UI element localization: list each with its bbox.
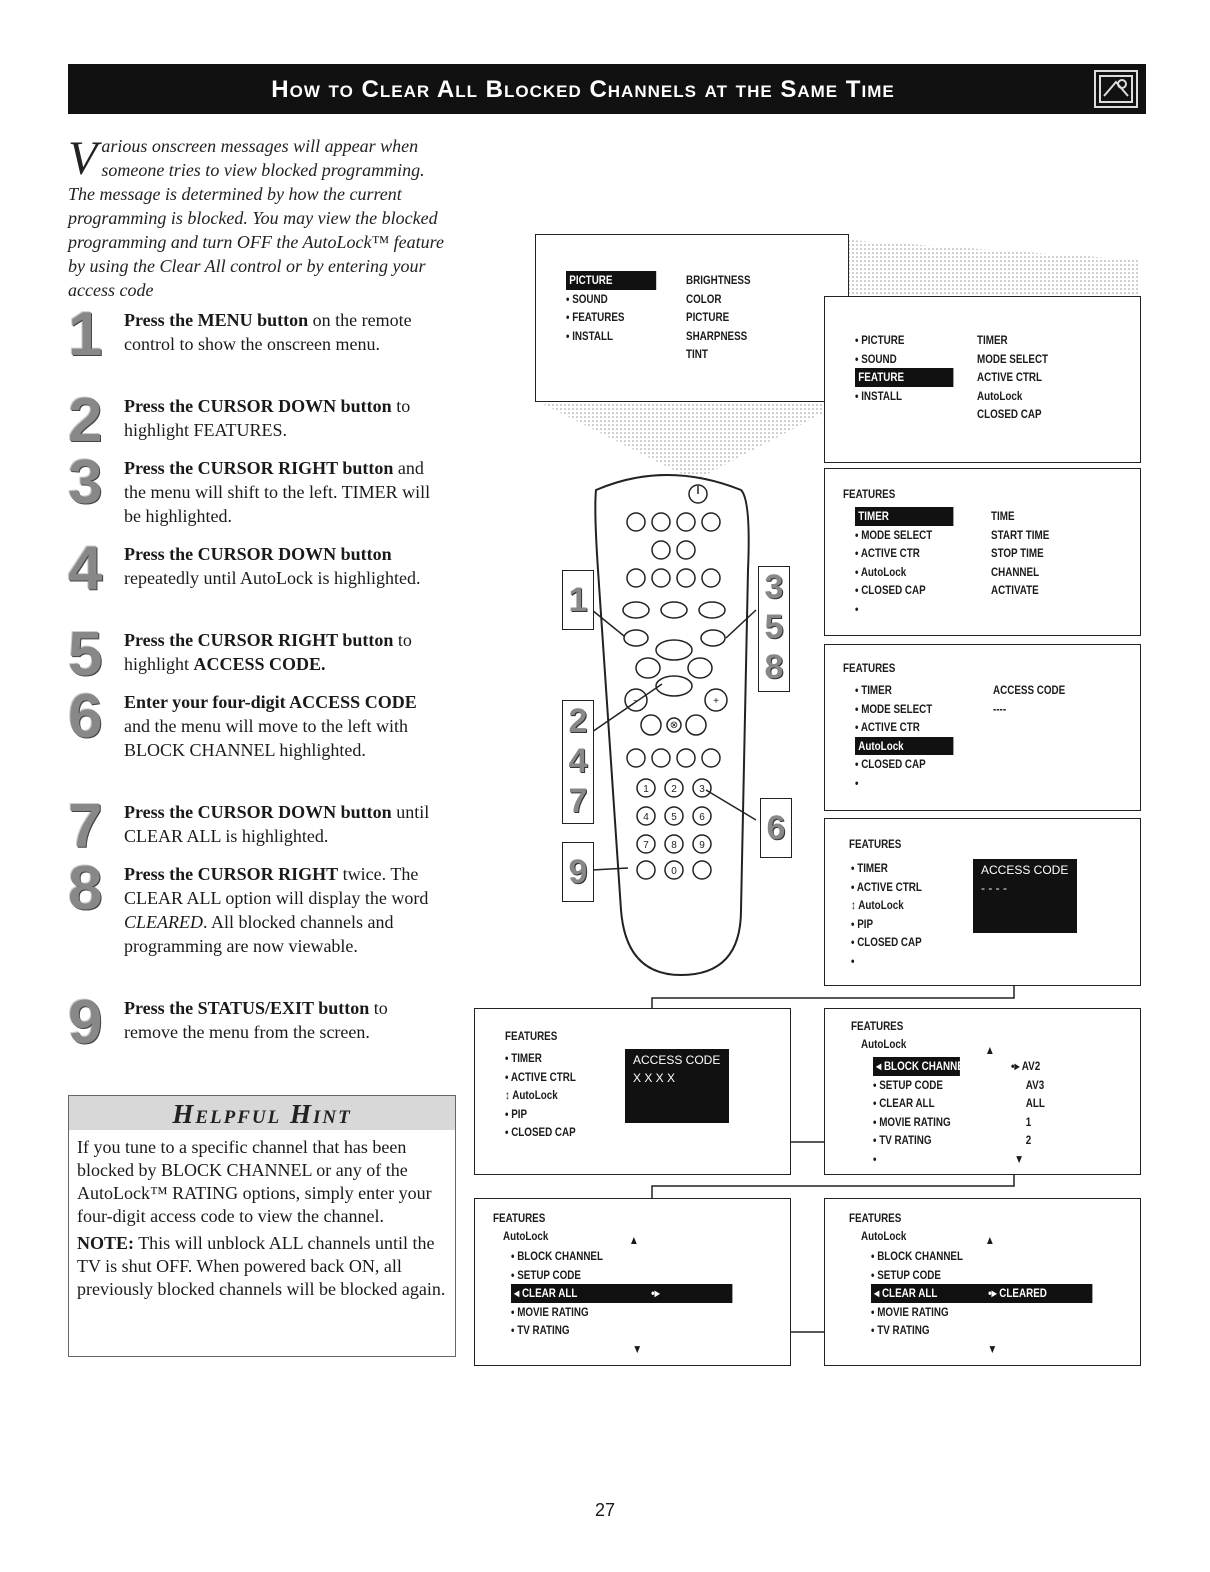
page-number: 27 <box>594 1500 616 1520</box>
menu-title: FEATURES <box>849 1211 902 1225</box>
menu-item: • SETUP CODE <box>511 1267 581 1282</box>
access-code-value: X X X X <box>633 1071 676 1085</box>
menu-screen-1 <box>535 234 849 402</box>
menu-item: • CLEAR ALL <box>873 1096 935 1110</box>
step-text: Press the CURSOR RIGHT twice. The CLEAR ALL option will display the word CLEARED. All blocked channels and programming are now viewable. <box>124 864 429 956</box>
menu-item: •▸ AV2 <box>1011 1059 1041 1073</box>
menu-item-highlighted: ◂ CLEAR ALL •▸ <box>511 1284 732 1303</box>
menu-screen-6 <box>474 1008 791 1175</box>
step-number: 7 <box>68 792 103 861</box>
menu-screen-5 <box>824 818 1141 986</box>
menu-item: 1 <box>1025 1114 1032 1129</box>
menu-title: FEATURES <box>493 1211 546 1225</box>
menu-right-column <box>977 331 1048 424</box>
menu-item-highlighted: FEATURE <box>855 368 953 387</box>
scroll-up-icon: ▲ <box>629 1233 639 1247</box>
menu-item: TINT <box>686 347 708 361</box>
menu-item: ACTIVE CTRL <box>977 370 1043 384</box>
menu-item-highlighted: AutoLock <box>855 737 953 756</box>
menu-item: • CLOSED CAP <box>855 583 926 597</box>
menu-item: ---- <box>993 701 1007 716</box>
remote-callout-6: 6 <box>760 798 792 858</box>
menu-item: MODE SELECT <box>977 351 1049 366</box>
menu-item: SHARPNESS <box>686 328 748 343</box>
menu-item: • MOVIE RATING <box>873 1114 951 1129</box>
menu-item: • TIMER <box>851 861 888 875</box>
scroll-up-icon: ▲ <box>985 1043 995 1057</box>
menu-left-column: • TIMER • MODE SELECT • ACTIVE CTR AutoLock • CLOSED CAP • <box>855 681 953 792</box>
menu-title: FEATURES <box>843 487 896 501</box>
step-text: Press the MENU button on the remote control to show the onscreen menu. <box>124 310 412 354</box>
menu-left-column: TIMER • MODE SELECT • ACTIVE CTR • AutoLock • CLOSED CAP • <box>855 507 953 618</box>
menu-right-column <box>686 271 751 364</box>
menu-item-highlighted: TIMER <box>855 507 953 526</box>
menu-item: • SETUP CODE <box>873 1077 943 1092</box>
menu-title: FEATURES <box>843 661 896 675</box>
svg-text:0: 0 <box>671 866 677 877</box>
menu-item: • MOVIE RATING <box>871 1304 949 1319</box>
menu-left-column <box>566 271 656 345</box>
menu-item-highlighted: ◂ BLOCK CHANNEL <box>873 1057 960 1076</box>
access-code-title: ACCESS CODE <box>633 1053 721 1067</box>
menu-title: FEATURES <box>849 837 902 851</box>
menu-item: • FEATURES <box>566 310 625 324</box>
menu-item: • PIP <box>505 1106 528 1121</box>
menu-item: PICTURE <box>686 310 730 324</box>
svg-text:9: 9 <box>699 840 705 851</box>
menu-item: AV3 <box>1025 1077 1045 1092</box>
menu-left-column: ◂ BLOCK CHANNEL • SETUP CODE • CLEAR ALL • MOVIE RATING • TV RATING • <box>873 1059 970 1166</box>
drop-cap: V <box>68 132 98 185</box>
remote-callout-9: 9 <box>562 842 594 902</box>
menu-item: COLOR <box>686 291 722 306</box>
svg-text:4: 4 <box>643 812 649 823</box>
remote-callout-2-4-7: 2 4 7 <box>562 700 594 824</box>
menu-item: ACCESS CODE <box>993 683 1066 697</box>
svg-text:+: + <box>713 696 719 707</box>
menu-subtitle: AutoLock <box>861 1037 907 1051</box>
menu-item: • BLOCK CHANNEL <box>511 1249 604 1263</box>
menu-item: • ACTIVE CTRL <box>505 1069 576 1084</box>
menu-item-highlighted: ◂ CLEAR ALL •▸ CLEARED <box>871 1284 1092 1303</box>
svg-text:7: 7 <box>643 840 649 851</box>
menu-item: • TIMER <box>855 683 892 697</box>
page-title: How to Clear All Blocked Channels at the Same Time <box>271 76 895 103</box>
menu-screen-7 <box>824 1008 1141 1175</box>
access-code-title: ACCESS CODE <box>981 863 1069 877</box>
scroll-down-icon: ▼ <box>1014 1151 1025 1166</box>
menu-item: 2 <box>1025 1133 1032 1147</box>
menu-item: • PIP <box>851 916 874 931</box>
step-text: Press the CURSOR RIGHT button and the menu will shift to the left. TIMER will be highlighted. <box>124 458 431 526</box>
menu-item: BRIGHTNESS <box>686 273 751 287</box>
menu-item: ALL <box>1025 1096 1045 1110</box>
step-text: Press the CURSOR DOWN button until CLEAR ALL is highlighted. <box>124 802 430 846</box>
menu-item: • MOVIE RATING <box>511 1304 589 1319</box>
menu-item: AutoLock <box>977 388 1023 403</box>
menu-right-column <box>993 681 1065 718</box>
step-text: Press the CURSOR DOWN button to highlight FEATURES. <box>124 396 411 440</box>
menu-item: • TIMER <box>505 1051 542 1065</box>
menu-item: • ACTIVE CTR <box>855 546 920 560</box>
menu-screen-4 <box>824 644 1141 811</box>
access-code-box <box>625 1049 729 1123</box>
remote-callout-3-5-8: 3 5 8 <box>758 566 790 692</box>
step-text: Press the CURSOR RIGHT button to highlight ACCESS CODE. <box>124 630 412 674</box>
menu-title: FEATURES <box>505 1029 558 1043</box>
intro-text: arious onscreen messages will appear when someone tries to view blocked programming. The message is determined by how the current programming is blocked. You may view the blocked programming and turn OFF the AutoLock™ feature by using the Clear All control or by entering your access code <box>68 136 444 300</box>
menu-item: • AutoLock <box>855 564 907 579</box>
access-code-box <box>973 859 1077 933</box>
menu-item: • SOUND <box>566 291 608 306</box>
svg-text:8: 8 <box>671 840 677 851</box>
hint-title: Helpful Hint <box>69 1096 455 1130</box>
menu-item: CLOSED CAP <box>977 407 1042 421</box>
step-number: 3 <box>68 448 103 517</box>
step-text: Enter your four-digit ACCESS CODE and the menu will move to the left with BLOCK CHANNEL highlighted. <box>124 692 417 760</box>
step-number: 4 <box>68 534 103 603</box>
menu-item: STOP TIME <box>991 546 1044 560</box>
step-number: 2 <box>68 386 103 455</box>
menu-item: • INSTALL <box>855 388 903 403</box>
menu-left-column <box>871 1247 1092 1358</box>
menu-item: • TV RATING <box>871 1323 930 1337</box>
menu-item: • MODE SELECT <box>855 527 933 542</box>
access-code-value: - - - - <box>981 881 1007 895</box>
scroll-up-icon: ▲ <box>985 1233 995 1247</box>
menu-left-column <box>505 1049 576 1142</box>
menu-item: • INSTALL <box>566 328 614 343</box>
scroll-down-icon: ▼ <box>987 1341 998 1356</box>
step-number: 9 <box>68 988 103 1057</box>
step-number: 1 <box>68 300 103 369</box>
svg-text:1: 1 <box>643 784 649 795</box>
step-text: Press the STATUS/EXIT button to remove the menu from the screen. <box>124 998 388 1042</box>
menu-item: • TV RATING <box>511 1323 570 1337</box>
svg-text:6: 6 <box>699 812 705 823</box>
step-number: 6 <box>68 682 103 751</box>
svg-text:5: 5 <box>671 812 677 823</box>
svg-text:−: − <box>633 696 639 707</box>
menu-item-highlighted: PICTURE <box>566 271 656 290</box>
menu-screen-8 <box>474 1198 791 1366</box>
menu-item: • ACTIVE CTR <box>855 720 920 734</box>
menu-item: • ACTIVE CTRL <box>851 879 922 894</box>
hint-paragraph: If you tune to a specific channel that has been blocked by BLOCK CHANNEL or any of the AutoLock™ RATING options, simply enter your four-digit access code to view the channel. <box>77 1137 432 1226</box>
menu-item: • TV RATING <box>873 1133 932 1147</box>
menu-item: START TIME <box>991 527 1050 542</box>
menu-left-column <box>511 1247 732 1358</box>
menu-item: ACTIVATE <box>991 583 1039 597</box>
menu-right-column <box>991 507 1049 600</box>
menu-item: TIMER <box>977 333 1008 347</box>
menu-item: • CLOSED CAP <box>855 757 926 771</box>
menu-item: ↕ AutoLock <box>505 1088 558 1102</box>
menu-item: ↕ AutoLock <box>851 898 904 912</box>
step-number: 8 <box>68 854 103 923</box>
step-text: Press the CURSOR DOWN button repeatedly until AutoLock is highlighted. <box>124 544 421 588</box>
menu-subtitle: AutoLock <box>503 1229 549 1243</box>
menu-left-column <box>855 331 953 405</box>
hint-note: NOTE: This will unblock ALL channels until the TV is shut OFF. When powered back ON, all previously blocked channels will be blocked again. <box>77 1233 446 1299</box>
scroll-down-icon: ▼ <box>632 1341 643 1356</box>
menu-item: • CLOSED CAP <box>505 1125 576 1139</box>
menu-item: • CLOSED CAP <box>851 935 922 949</box>
menu-right-column <box>1011 1057 1045 1168</box>
menu-left-column: • TIMER • ACTIVE CTRL ↕ AutoLock • PIP • CLOSED CAP • <box>851 861 922 968</box>
step-number: 5 <box>68 620 103 689</box>
menu-item: • MODE SELECT <box>855 701 933 716</box>
menu-screen-9 <box>824 1198 1141 1366</box>
menu-item: • BLOCK CHANNEL <box>871 1249 964 1263</box>
svg-text:⊗: ⊗ <box>669 720 679 731</box>
menu-subtitle: AutoLock <box>861 1229 907 1243</box>
menu-title: FEATURES <box>851 1019 904 1033</box>
menu-screen-3 <box>824 468 1141 636</box>
menu-item: CHANNEL <box>991 564 1040 579</box>
menu-item: • PICTURE <box>855 333 905 347</box>
remote-callout-1: 1 <box>562 570 594 630</box>
menu-screen-2 <box>824 296 1141 463</box>
menu-item: • SOUND <box>855 351 897 366</box>
svg-text:3: 3 <box>699 784 705 795</box>
svg-text:2: 2 <box>671 784 677 795</box>
menu-item: TIME <box>991 509 1015 523</box>
menu-item: • SETUP CODE <box>871 1267 941 1282</box>
